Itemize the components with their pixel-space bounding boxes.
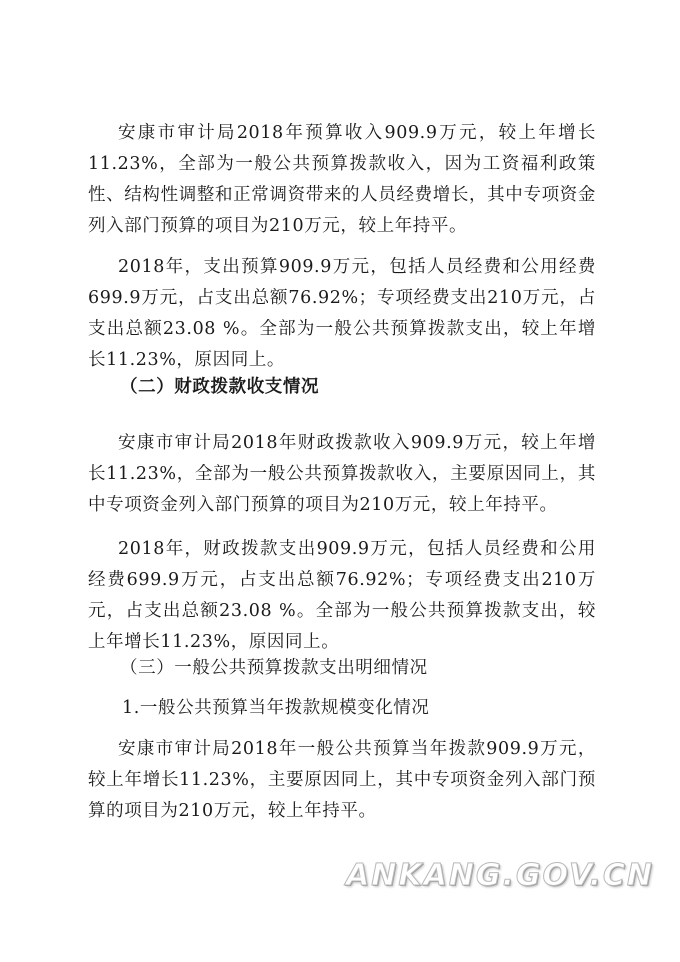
text-line: 支出总额23.08 %。全部为一般公共预算拨款支出，较上年增	[88, 319, 596, 339]
paragraph-general-budget	[88, 734, 596, 827]
paragraph-fiscal-expenditure	[88, 534, 596, 658]
text-line: 较上年增长11.23%，主要原因同上，其中专项资金列入部门预	[88, 770, 596, 790]
text-line: 安康市审计局2018年预算收入909.9万元，较上年增长	[118, 123, 596, 143]
section-heading-general-budget-detail: （三）一般公共预算拨款支出明细情况	[120, 658, 428, 678]
text-line: 列入部门预算的项目为210万元，较上年持平。	[88, 216, 468, 236]
text-line: 安康市审计局2018年一般公共预算当年拨款909.9万元，	[118, 739, 596, 759]
text-line: 性、结构性调整和正常调资带来的人员经费增长，其中专项资金	[88, 185, 596, 205]
text-line: 上年增长11.23%，原因同上。	[88, 632, 340, 652]
text-line: 长11.23%，全部为一般公共预算拨款收入，主要原因同上，其	[88, 464, 596, 484]
section-heading-fiscal-appropriation: （二）财政拨款收支情况	[120, 377, 320, 397]
text-line: 元，占支出总额23.08 %。全部为一般公共预算拨款支出，较	[88, 601, 596, 621]
text-line: 2018年，财政拨款支出909.9万元，包括人员经费和公用	[118, 539, 596, 559]
paragraph-budget-income	[88, 118, 596, 242]
text-line: 长11.23%，原因同上。	[88, 350, 286, 370]
text-line: 安康市审计局2018年财政拨款收入909.9万元，较上年增	[118, 433, 596, 453]
paragraph-fiscal-income	[88, 428, 596, 521]
text-line: 算的项目为210万元，较上年持平。	[88, 801, 377, 821]
subsection-heading-scale-change: 1.一般公共预算当年拨款规模变化情况	[122, 698, 430, 718]
site-watermark: ANKANG.GOV.CN	[346, 858, 655, 893]
text-line: 11.23%，全部为一般公共预算拨款收入，因为工资福利政策	[88, 154, 596, 174]
text-line: 中专项资金列入部门预算的项目为210万元，较上年持平。	[88, 495, 558, 515]
text-line: 2018年，支出预算909.9万元，包括人员经费和公用经费	[118, 257, 596, 277]
paragraph-budget-expenditure	[88, 252, 596, 376]
text-line: 699.9万元，占支出总额76.92%；专项经费支出210万元，占	[88, 288, 596, 308]
text-line: 经费699.9万元，占支出总额76.92%；专项经费支出210万	[88, 570, 596, 590]
